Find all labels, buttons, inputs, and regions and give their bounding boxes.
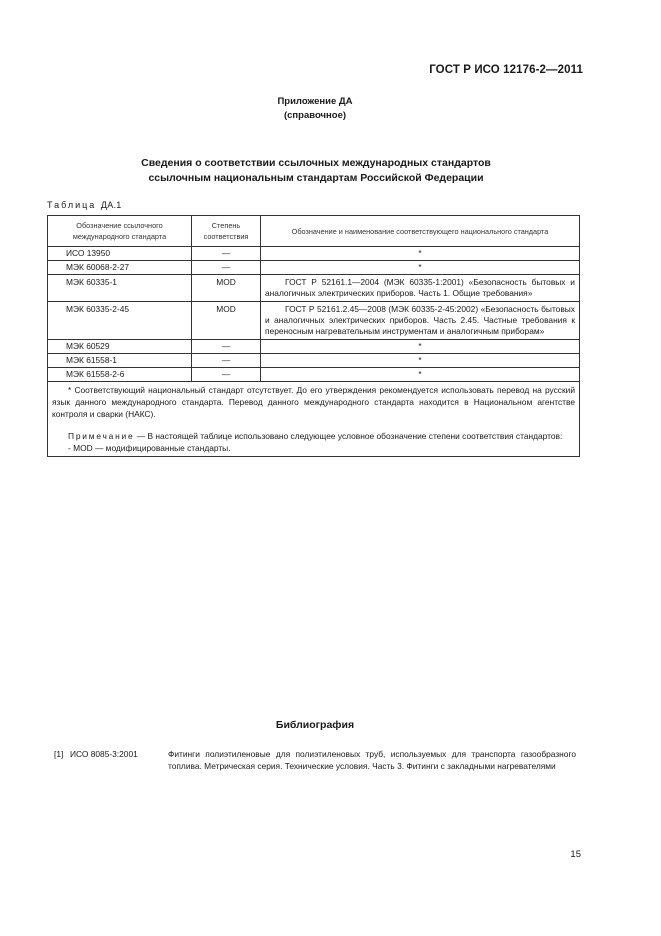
ref-cell: МЭК 60335-2-45 <box>48 302 192 340</box>
correspondence-table <box>47 215 580 457</box>
degree-cell: — <box>192 368 261 382</box>
table-footnote-cell <box>48 382 580 457</box>
degree-cell: — <box>192 340 261 354</box>
degree-cell: — <box>192 261 261 275</box>
national-text: ГОСТ Р 52161.2.45—2008 (МЭК 60335-2-45:2002) «Безопасность бытовых и аналогичных электрических приборов. Часть 2.45. Частные требования к переносным нагревательным инструментам и аналогичным приборам» <box>265 304 575 336</box>
bibliography-item-number: [1] <box>54 749 64 759</box>
national-cell: * <box>261 368 580 382</box>
bibliography-item-text: Фитинги полиэтиленовые для полиэтиленовых труб, используемых для транспорта газообразного топлива. Метрическая серия. Технические условия. Часть 3. Фитинги с закладными нагревателями <box>168 749 576 771</box>
footnote-text: * Соответствующий национальный стандарт отсутствует. До его утверждения рекомендуется использовать перевод на русский язык данного международного стандарта. Перевод данного международного стандарта находится в Национальном агентстве контроля и сварки (НАКС). <box>52 385 575 419</box>
header-national-standard: Обозначение и наименование соответствующего национального стандарта <box>261 216 580 247</box>
table-row <box>48 368 580 382</box>
national-cell <box>261 275 580 302</box>
page-number: 15 <box>570 849 581 860</box>
header-degree-line-1: Степень <box>211 221 241 230</box>
ref-cell: МЭК 60335-1 <box>48 275 192 302</box>
header-ref-standard <box>48 216 192 247</box>
appendix-heading <box>0 95 630 123</box>
table-row <box>48 302 580 340</box>
table-row <box>48 275 580 302</box>
table-row <box>48 354 580 368</box>
table-header-row <box>48 216 580 247</box>
national-cell: * <box>261 354 580 368</box>
table-caption <box>47 200 122 210</box>
table-footnote-row <box>48 382 580 457</box>
degree-cell: — <box>192 354 261 368</box>
bibliography-item <box>54 748 576 772</box>
degree-cell: MOD <box>192 275 261 302</box>
table-row <box>48 261 580 275</box>
table-caption-id: ДА.1 <box>100 200 122 210</box>
header-degree-line-2: соответствия <box>203 232 249 241</box>
ref-cell: МЭК 61558-1 <box>48 354 192 368</box>
ref-cell: МЭК 60529 <box>48 340 192 354</box>
ref-cell: ИСО 13950 <box>48 247 192 261</box>
note-list-item: - MOD — модифицированные стандарты. <box>68 443 231 453</box>
national-text: ГОСТ Р 52161.1—2004 (МЭК 60335-1:2001) «Безопасность бытовых и аналогичных электрических приборов. Часть 1. Общие требования» <box>265 277 575 298</box>
header-degree <box>192 216 261 247</box>
appendix-title: Приложение ДА <box>277 96 353 107</box>
header-ref-line-2: международного стандарта <box>72 232 167 241</box>
bibliography-item-ref: ИСО 8085-3:2001 <box>70 749 138 759</box>
section-heading-line-2: ссылочным национальным стандартам Российской Федерации <box>148 172 484 184</box>
note-text <box>52 430 575 442</box>
degree-cell: — <box>192 247 261 261</box>
note-body: — В настоящей таблице использовано следующее условное обозначение степени соответствия стандартов: <box>134 431 563 441</box>
degree-cell: MOD <box>192 302 261 340</box>
table-caption-prefix: Таблица <box>47 200 97 210</box>
note-label: Примечание <box>68 431 135 441</box>
ref-cell: МЭК 61558-2-6 <box>48 368 192 382</box>
national-cell <box>261 302 580 340</box>
table-row <box>48 247 580 261</box>
national-cell: * <box>261 261 580 275</box>
document-code: ГОСТ Р ИСО 12176-2—2011 <box>429 64 583 76</box>
national-cell: * <box>261 247 580 261</box>
section-heading <box>0 156 632 186</box>
table-row <box>48 340 580 354</box>
section-heading-line-1: Сведения о соответствии ссылочных международных стандартов <box>141 157 491 169</box>
ref-cell: МЭК 60068-2-27 <box>48 261 192 275</box>
national-cell: * <box>261 340 580 354</box>
header-ref-line-1: Обозначение ссылочного <box>76 221 163 230</box>
bibliography-title: Библиография <box>275 719 355 731</box>
appendix-subtitle: (справочное) <box>283 110 347 121</box>
